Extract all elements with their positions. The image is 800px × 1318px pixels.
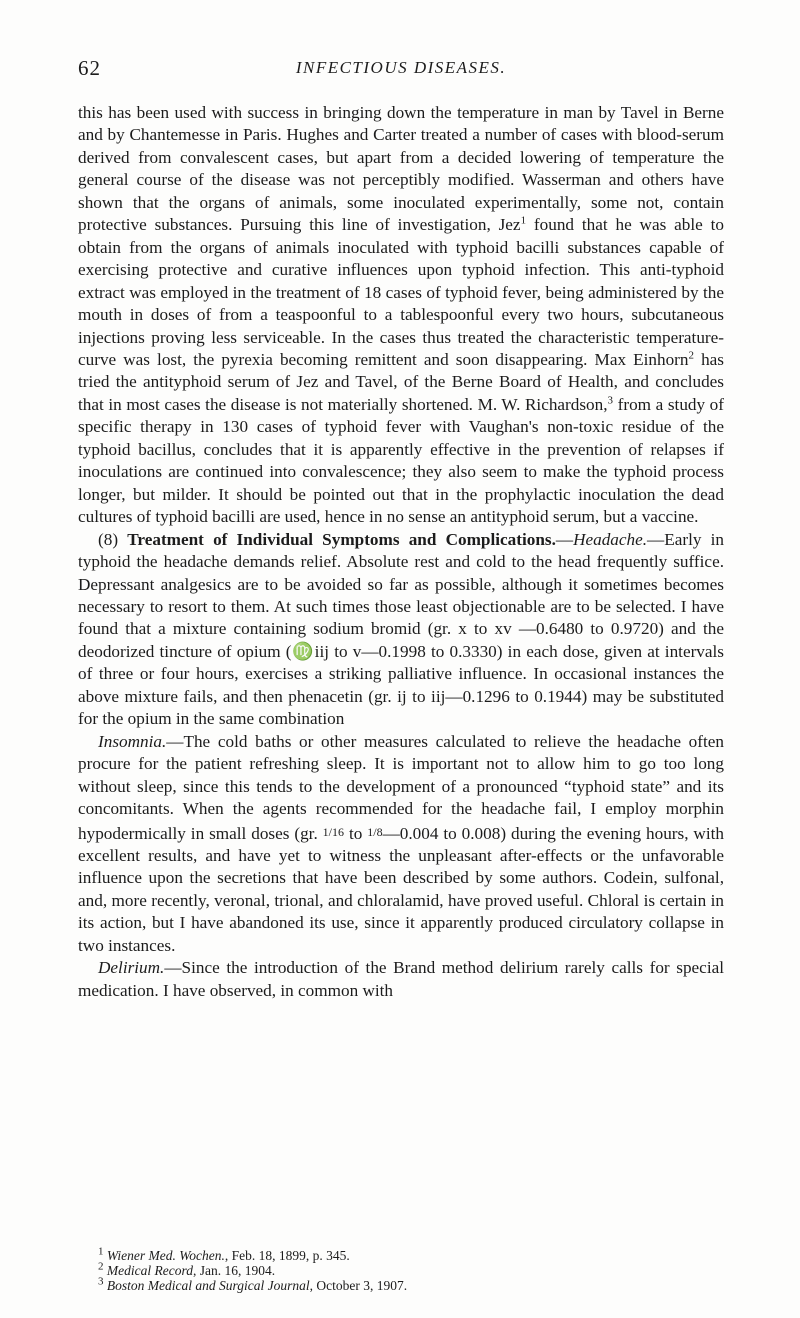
footnote-ref-3: 3 — [607, 394, 614, 407]
paragraph-serum-therapy — [78, 102, 724, 529]
footnote-ref-2: 2 — [688, 349, 694, 362]
footnotes — [98, 1245, 724, 1293]
text-run: —Early in typhoid the headache demands relief. Absolute rest and cold to the head frequently suffice. Depressant analgesics are to be avoided so far as possible, although it sometimes becomes necessary to resort to them. At such times those least objectionable are to be selected. I have found that a mixture containing sodium bromid (gr. x to xv —0.6480 to 0.9720) and the deodorized tincture of opium (♍iij to v—0.1998 to 0.3330) in each dose, given at intervals of three or four hours, exercises a striking palliative influence. In occasional instances the above mixture fails, and then phenacetin (gr. ij to iij—0.1296 to 0.1944) may be substituted for the opium in the same combination — [78, 529, 724, 729]
footnote-detail: , October 3, 1907. — [309, 1278, 408, 1293]
footnote-detail: , Feb. 18, 1899, p. 345. — [224, 1248, 350, 1263]
footnote-source: Wiener Med. Wochen. — [106, 1248, 225, 1263]
footnote-ref-1: 1 — [520, 214, 527, 227]
section-number: (8) — [98, 529, 128, 549]
subheading-insomnia: Insomnia. — [98, 731, 167, 751]
text-run: found that he was able to obtain from the organs of animals inoculated with typhoid bacilli substances capable of exercising protective and curative influences upon typhoid infection. This anti-typhoid extract was employed in the treatment of 18 cases of typhoid fever, being administered by the mouth in doses of from a teaspoonful to a tablespoonful every two hours, subcutaneous injections proving less serviceable. In the cases thus treated the characteristic temperature-curve was lost, the pyrexia becoming remittent and soon disappearing. Max Einhorn — [78, 215, 724, 369]
fraction: 1/8 — [367, 824, 383, 839]
subheading-headache: Headache. — [573, 529, 648, 549]
footnote-source: Medical Record — [106, 1263, 193, 1278]
text-run: from a study of specific therapy in 130 cases of typhoid fever with Vaughan's non-toxic residue of the typhoid bacillus, concludes that it is apparently effective in the prevention of relapses if inoculations are continued into convalescence; they also seem to make the typhoid process longer, but milder. It should be pointed out that in the prophylactic inoculation the dead cultures of typhoid bacilli are used, hence in no sense an antityphoid serum, but a vaccine. — [78, 394, 725, 527]
text-run: —Since the introduction of the Brand method delirium rarely calls for special medication. I have observed, in common with — [78, 958, 724, 1000]
footnote-1 — [98, 1245, 724, 1263]
text-run: this has been used with success in bringing down the temperature in man by Tavel in Berne and by Chantemesse in Paris. Hughes and Carter treated a number of cases with blood-serum derived from convalescent cases, but apart from a decided lowering of temperature the general course of the disease was not perceptibly modified. Wasserman and others have shown that the organs of animals, some inoculated experimentally, some not, contain protective substances. Pursuing this line of investigation, Jez — [78, 103, 724, 235]
paragraph-delirium — [78, 957, 724, 1002]
footnote-source: Boston Medical and Surgical Journal — [106, 1278, 310, 1293]
footnote-number: 1 — [98, 1245, 104, 1258]
footnote-number: 3 — [98, 1275, 104, 1288]
page-number: 62 — [78, 56, 101, 80]
footnote-number: 2 — [98, 1260, 104, 1273]
text-run: has tried the antityphoid serum of Jez and Tavel, of the Berne Board of Health, and concludes that in most cases the disease is not materially shortened. M. W. Richardson, — [78, 349, 724, 414]
footnote-detail: , Jan. 16, 1904. — [192, 1263, 276, 1278]
text-run: —The cold baths or other measures calculated to relieve the headache often procure for the patient refreshing sleep. It is important not to allow him to go too long without sleep, since this tends to the development of a pronounced “typhoid state” and its concomitants. When the agents recommended for the headache fail, I employ morphin hypodermically in small doses (gr. — [78, 731, 724, 843]
text-run: to — [344, 823, 368, 843]
paragraph-headache — [78, 529, 724, 731]
text-run: — — [555, 529, 574, 549]
fraction: 1/16 — [322, 824, 345, 839]
subheading-delirium: Delirium. — [98, 958, 165, 978]
text-run: —0.004 to 0.008) during the evening hours, with excellent results, and have yet to witness the unpleasant after-effects or the unfavorable influence upon the secretions that have been described by some authors. Codein, sulfonal, and, more recently, veronal, trional, and chloralamid, have proved useful. Chloral is certain in its action, but I have abandoned its use, since it apparently produced circulatory collapse in two instances. — [78, 823, 724, 955]
section-heading: Treatment of Individual Symptoms and Complications. — [127, 529, 556, 549]
paragraph-insomnia — [78, 731, 724, 958]
footnote-2 — [98, 1260, 724, 1278]
footnote-3 — [98, 1275, 724, 1293]
running-title: INFECTIOUS DISEASES. — [295, 58, 507, 77]
running-head — [78, 56, 724, 86]
body-text — [78, 102, 724, 1002]
